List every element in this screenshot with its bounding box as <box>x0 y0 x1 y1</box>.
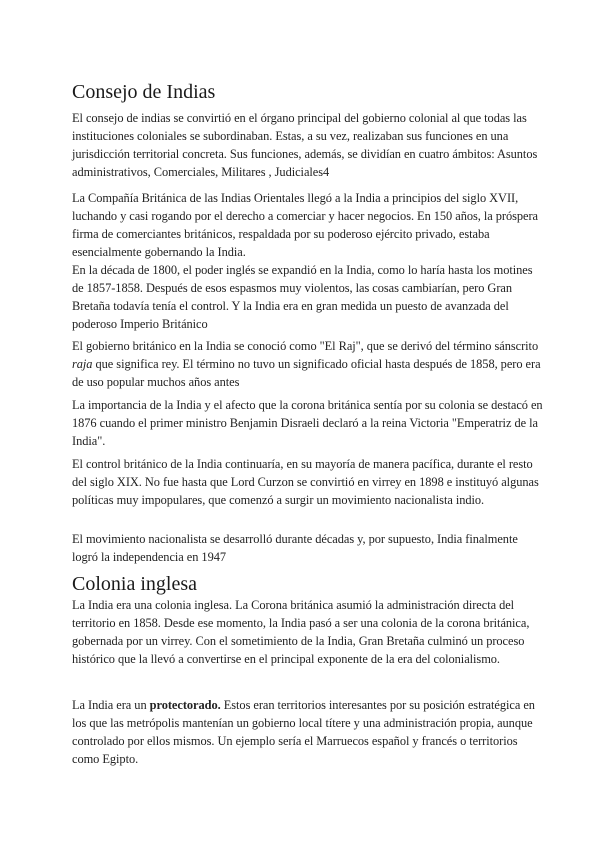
paragraph-protectorado <box>72 696 546 768</box>
paragraph-text: El gobierno británico en la India se conoció como "El Raj", que se derivó del término sánscrito <box>72 339 539 353</box>
paragraph: El movimiento nacionalista se desarrolló durante décadas y, por supuesto, India finalmente logró la independencia en 1947 <box>72 532 518 564</box>
paragraph: La India era una colonia inglesa. La Corona británica asumió la administración directa del territorio en 1858. Desde ese momento, la India pasó a ser una colonia de la corona británica, gobernada por un virrey. Con el sometimiento de la India, Gran Bretaña culminó un proceso histórico que la llevó a convertirse en el principal exponente de la era del colonialismo. <box>72 598 530 666</box>
paragraph: El control británico de la India continuaría, en su mayoría de manera pacífica, durante el resto del siglo XIX. No fue hasta que Lord Curzon se convirtió en virrey en 1898 e instituyó algunas políticas muy impopulares, que comenzó a surgir un movimiento nacionalista indio. <box>72 457 539 507</box>
paragraph-text: La India era un <box>72 698 150 712</box>
paragraph: La importancia de la India y el afecto que la corona británica sentía por su colonia se destacó en 1876 cuando el primer ministro Benjamin Disraeli declaró a la reina Victoria "Emperatriz de la India". <box>72 398 543 448</box>
section-heading-consejo-de-indias: Consejo de Indias <box>72 81 216 103</box>
section-heading-colonia-inglesa: Colonia inglesa <box>72 573 197 595</box>
paragraph-el-raj <box>72 337 546 391</box>
paragraph-text: Estos eran territorios interesantes por su posición estratégica en los que las metrópolis mantenían un gobierno local títere y una administración propia, aunque controlado por ellos mismos. Un ejemplo sería el Marruecos español y francés o territorios como Egipto. <box>72 698 535 766</box>
bold-term-protectorado: protectorado. <box>149 698 221 712</box>
paragraph: El consejo de indias se convirtió en el órgano principal del gobierno colonial al que todas las instituciones coloniales se subordinaban. Estas, a su vez, realizaban sus funciones en una jurisdicción territorial concreta. Sus funciones, además, se dividían en cuatro ámbitos: Asuntos administrativos, Comerciales, Militares , Judiciales4 <box>72 111 538 179</box>
paragraph: La Compañía Británica de las Indias Orientales llegó a la India a principios del siglo XVII, luchando y casi rogando por el derecho a comerciar y hacer negocios. En 150 años, la próspera firma de comerciantes británicos, respaldada por su poderoso ejército privado, estaba esencialmente gobernando la India. <box>72 191 539 259</box>
italic-term-raja: raja <box>72 357 93 371</box>
paragraph-text: que significa rey. El término no tuvo un significado oficial hasta después de 1858, pero era de uso popular muchos años antes <box>72 357 541 389</box>
paragraph: En la década de 1800, el poder inglés se expandió en la India, como lo haría hasta los motines de 1857-1858. Después de esos espasmos muy violentos, las cosas cambiarían, pero Gran Bretaña todavía tenía el control. Y la India era en gran medida un puesto de avanzada del poderoso Imperio Británico <box>72 263 533 331</box>
